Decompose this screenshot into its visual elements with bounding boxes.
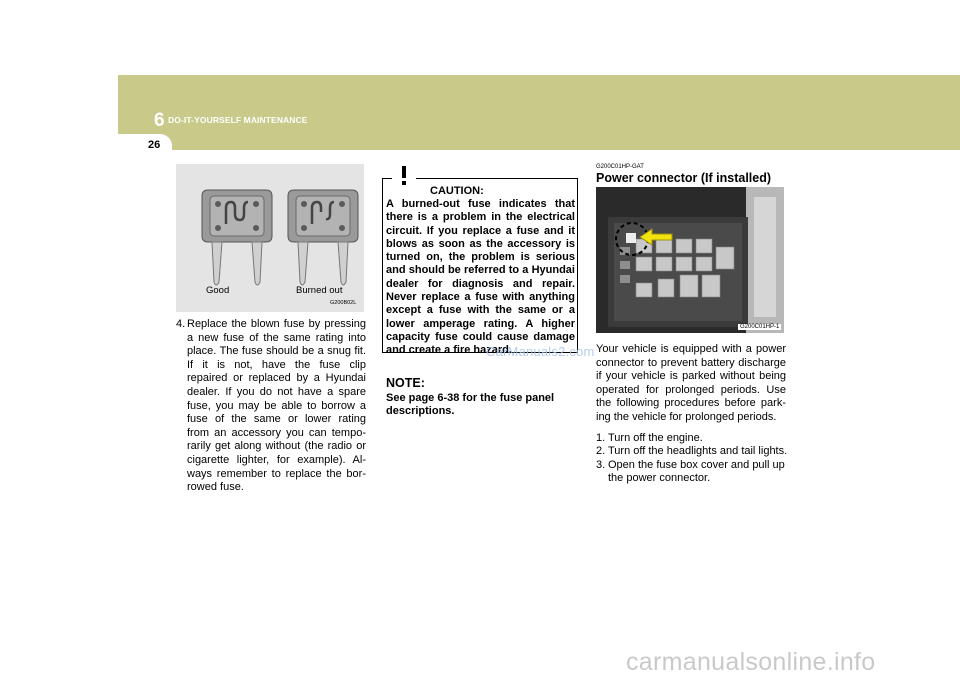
procedure-step	[596, 432, 788, 445]
step-number: 2.	[596, 445, 606, 458]
step-text: Turn off the engine.	[608, 432, 703, 444]
page-number: 26	[148, 139, 161, 151]
burned-fuse-image	[288, 190, 358, 285]
fuse-box-photo	[596, 187, 784, 333]
watermark-site: carmanualsonline.info	[626, 648, 876, 676]
chapter-title: DO-IT-YOURSELF MAINTENANCE	[168, 115, 308, 125]
procedure-step	[596, 445, 788, 458]
fuse-comparison-figure	[176, 164, 364, 312]
procedure-step	[596, 459, 788, 486]
good-fuse-image	[202, 190, 272, 285]
good-fuse-label: Good	[206, 285, 230, 296]
burned-fuse-label: Burned out	[296, 285, 343, 296]
section-code: G200C01HP-GAT	[596, 164, 644, 170]
page-number-tab	[118, 134, 172, 156]
chapter-header-band	[118, 75, 960, 150]
step-number: 3.	[596, 458, 606, 471]
figure-code: G200B02L	[330, 300, 357, 306]
caution-text: A burned-out fuse indicates that there is a problem in the electrical circuit. If you replace a fuse and it blows as soon as the accessory is turned on, the problem is serious and should be referred to a Hyundai dealer for diagnosis and repair. Never replace a fuse with anything except a fuse with the same or a lower amperage rating. A higher capacity fuse could cause damage and create a fire hazard.	[386, 198, 575, 357]
step-4-text: Replace the blown fuse by pressing a new fuse of the same rating into place. The fuse should be a snug fit. If it is not, have the fuse clip repaired or replaced by a Hyundai dealer. If you do not have a spare fuse, you may be able to borrow a fuse of the same or lower rating from an accessory you can tempo-rarily get along without (the radio or cigarette lighter, for example). Al-ways remember to replace the bor-rowed fuse.	[187, 318, 366, 494]
section-title: Power connector (If installed)	[596, 171, 772, 185]
power-connector-paragraph: Your vehicle is equipped with a power connector to prevent battery discharge if your vehicle is parked without being operated for prolonged periods. Use the following procedures before park-ing the vehicle for prolonged periods.	[596, 343, 786, 423]
step-text: Open the fuse box cover and pull up the power connector.	[608, 458, 785, 485]
step-4-number: 4.	[176, 318, 186, 330]
note-text: See page 6-38 for the fuse panel descriptions.	[386, 392, 555, 418]
procedure-steps	[596, 432, 788, 486]
step-4-item	[176, 318, 366, 495]
step-number: 1.	[596, 432, 606, 444]
chapter-number: 6	[154, 110, 165, 131]
fuse-box-photo-image	[596, 187, 784, 333]
watermark-link[interactable]: CarManuals2.com	[486, 344, 595, 359]
step-text: Turn off the headlights and tail lights.	[608, 445, 788, 458]
caution-title: CAUTION:	[430, 185, 484, 197]
warning-exclamation-icon	[392, 164, 416, 186]
note-heading: NOTE:	[386, 376, 425, 390]
photo-code: G200C01HP-1	[740, 324, 780, 330]
